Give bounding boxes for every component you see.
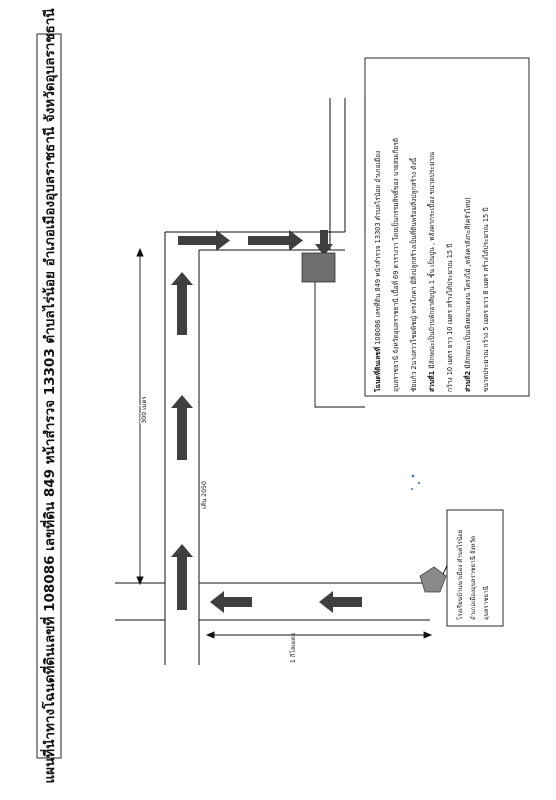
info-part2-label: ส่วนที่2	[464, 370, 472, 392]
info-part1-label: ส่วนที่1	[428, 370, 436, 392]
info-part1	[426, 152, 436, 392]
route-arrow-right	[248, 230, 303, 251]
route-arrow-up	[171, 272, 193, 335]
school-landmark-icon	[420, 567, 446, 592]
speck	[411, 488, 413, 490]
map-title: แผนที่นำทางโฉนดที่ดินเลขที่ 108086 เลขที่ดิน 849 หน้าสำรวจ 13303 ตำบลไร่น้อย อำเภอเมืองอุบลราชธานี จังหวัดอุบลราชธานี	[42, 8, 58, 784]
route-arrow-up	[171, 395, 193, 460]
land-plot-building	[302, 253, 335, 282]
speck	[412, 475, 415, 478]
distance-300-arrowhead-top	[137, 249, 143, 256]
route-arrow-up	[171, 544, 193, 610]
school-label-line1: โรงเรียนบ้านนาเมือง ตำบลไร่น้อย	[457, 529, 464, 620]
distance-1km-label: 1 กิโลเมตร	[290, 632, 297, 664]
speck	[418, 482, 420, 484]
scan-specks	[411, 475, 420, 490]
info-line-3: ชัยแก้ว 2นางสาวโชมพิชญ์ ทรงโภคา มีสิ่งปลูกสร้างเป็นที่ดินพร้อมสิ่งปลูกสร้าง ดังนี้	[410, 157, 418, 392]
school-label-line3: อุบลราชธานี	[483, 586, 490, 620]
info-part2-detail: มีลักษณะเป็นเพิงหมาแหงน โครงไม้ ,หลังคาสังกะสี(ครัวไทย)	[464, 197, 472, 371]
info-part1-cont: กว้าง 10 เมตร ยาว 10 เมตร สร้างได้ประมาณ 15 ปี	[446, 243, 454, 392]
school-label-line2: อำเภอเมืองอุบลราชธานี จังหวัด	[470, 535, 477, 620]
info-part2	[462, 197, 472, 392]
info-line-1	[372, 151, 382, 393]
info-part1-detail: มีลักษณะเป็นบ้านพักอาศัยปูน 1 ชั้น เป็นปูน , หลังคากระเบื้อง ขนาดประมาณ	[428, 151, 436, 371]
distance-1km-arrowhead-left	[207, 632, 214, 638]
distance-300-label: 300 เมตร	[141, 396, 148, 424]
leader-line-info	[315, 282, 365, 407]
info-line-2: อุบลราชธานี จังหวัดอุบลราชธานี เนื้อที่ 69 ตารางวา โดยเป็นกรรมสิทธิ์ของ นายสมเกียรติ	[392, 137, 400, 392]
route-arrows	[171, 230, 362, 613]
route-arrow-right	[178, 230, 230, 251]
info-part2-cont: ขนาดประมาณ กว้าง 5 เมตร ยาว 8 เมตร สร้างได้ประมาณ 15 ปี	[482, 207, 490, 392]
route-arrow-left	[210, 591, 252, 613]
road-name-label: เส้น 2050	[201, 481, 208, 509]
route-arrow-left	[319, 591, 362, 613]
title-banner	[37, 8, 61, 784]
distance-1km-arrowhead-right	[424, 632, 431, 638]
info-deed-detail: 108086 เลขที่ดิน 849 หน้าสำรวจ 13303 ตำบลไร่น้อย อำเภอเมือง	[374, 150, 382, 347]
info-deed-label: โฉนดที่ดินเลขที่	[374, 346, 382, 392]
